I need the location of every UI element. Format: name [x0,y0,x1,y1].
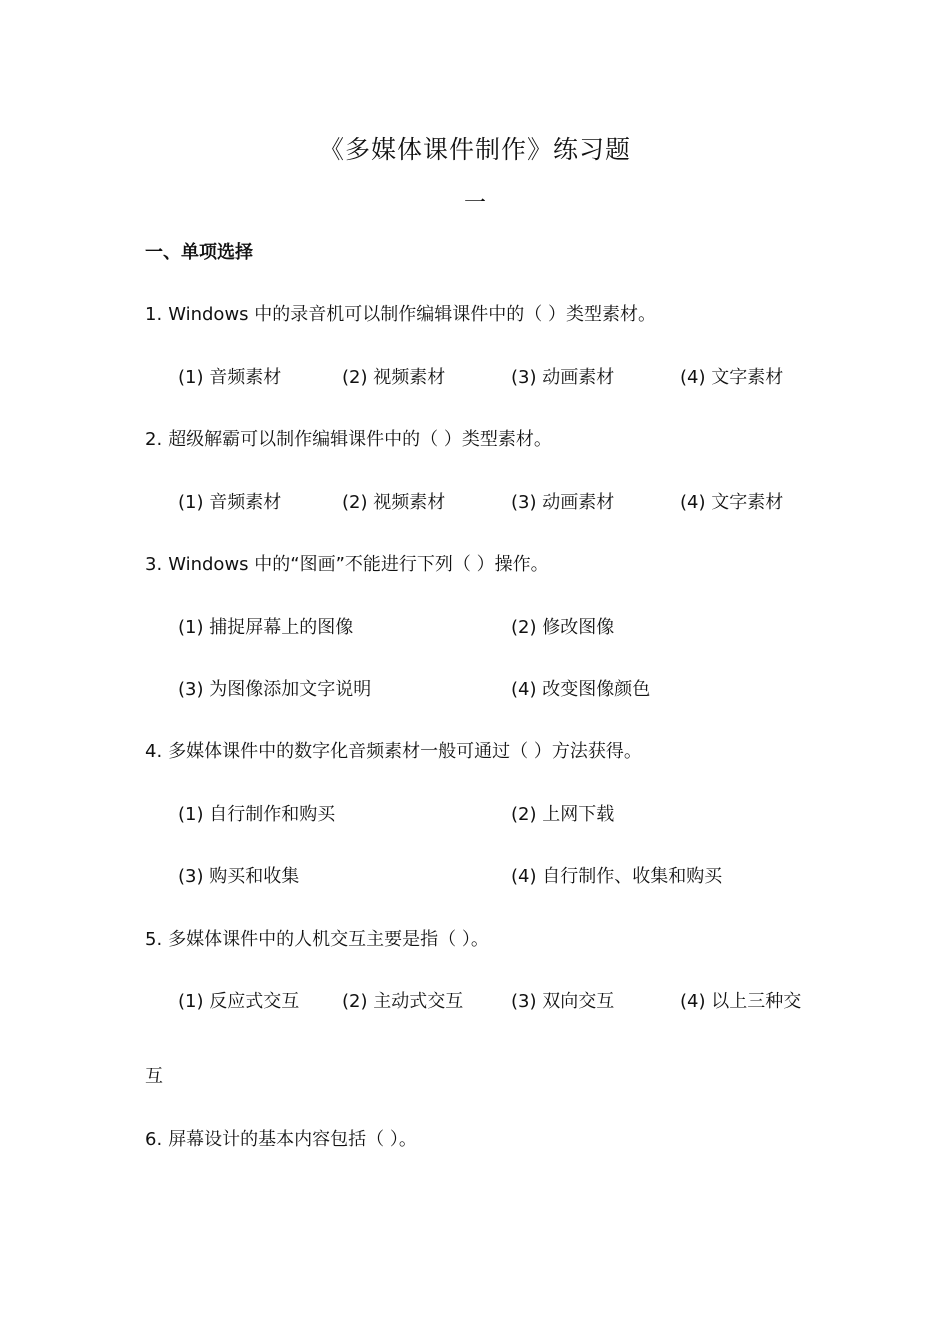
question-5 [145,925,489,951]
question-number: 5. [145,929,163,950]
q5-option-2: (2) 主动式交互 [342,991,464,1012]
q1-option-1: (1) 音频素材 [178,367,282,388]
question-6 [145,1125,417,1151]
question-1 [145,300,656,326]
q1-option-3: (3) 动画素材 [511,367,615,388]
question-number: 2. [145,429,163,450]
q5-option-4: (4) 以上三种交 [680,991,802,1012]
q4-option-3: (3) 购买和收集 [178,866,300,887]
question-number: 3. [145,554,163,575]
question-2 [145,425,552,451]
q2-option-1: (1) 音频素材 [178,492,282,513]
q5-option-1: (1) 反应式交互 [178,991,300,1012]
question-number: 1. [145,304,163,325]
q3-option-3: (3) 为图像添加文字说明 [178,679,372,700]
section-heading: 一、单项选择 [145,242,253,263]
q2-option-4: (4) 文字素材 [680,492,784,513]
q3-option-1: (1) 捕捉屏幕上的图像 [178,617,354,638]
question-number: 6. [145,1129,163,1150]
q4-option-4: (4) 自行制作、收集和购买 [511,866,723,887]
q3-option-4: (4) 改变图像颜色 [511,679,651,700]
q3-option-2: (2) 修改图像 [511,617,615,638]
q5-option-3: (3) 双向交互 [511,991,615,1012]
question-text: 多媒体课件中的人机交互主要是指（ ）。 [168,929,489,950]
q4-option-2: (2) 上网下载 [511,804,615,825]
document-title: 《多媒体课件制作》练习题 [318,135,631,164]
question-4 [145,737,642,763]
question-text: Windows 中的录音机可以制作编辑课件中的（ ）类型素材。 [168,304,656,325]
question-text: 多媒体课件中的数字化音频素材一般可通过（ ）方法获得。 [168,741,642,762]
question-text: Windows 中的“图画”不能进行下列（ ）操作。 [168,554,549,575]
q4-option-1: (1) 自行制作和购买 [178,804,336,825]
question-3 [145,550,549,576]
question-number: 4. [145,741,163,762]
q5-option-continuation: 互 [145,1066,163,1087]
question-text: 屏幕设计的基本内容包括（ ）。 [168,1129,417,1150]
q2-option-3: (3) 动画素材 [511,492,615,513]
document-subtitle: 一 [463,191,486,216]
q1-option-2: (2) 视频素材 [342,367,446,388]
q1-option-4: (4) 文字素材 [680,367,784,388]
q2-option-2: (2) 视频素材 [342,492,446,513]
question-text: 超级解霸可以制作编辑课件中的（ ）类型素材。 [168,429,552,450]
